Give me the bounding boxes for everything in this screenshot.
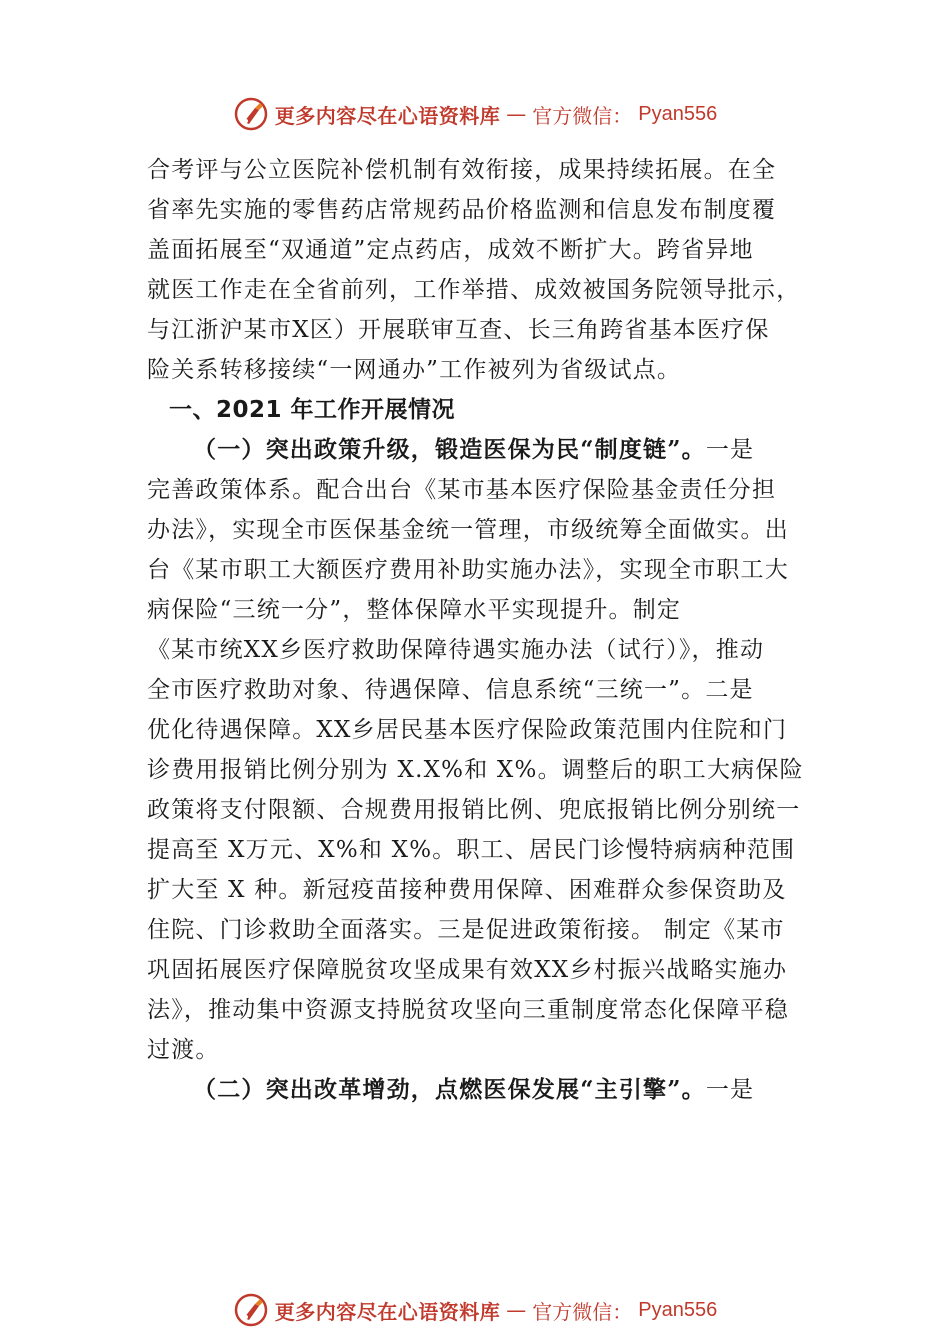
subsection-heading-1 xyxy=(147,430,827,470)
section-heading: 一、2021 年工作开展情况 xyxy=(169,397,456,423)
text-line: 盖面拓展至“双通道”定点药店，成效不断扩大。跨省异地 xyxy=(147,237,754,263)
text-line: 优化待遇保障。XX乡居民基本医疗保险政策范围内住院和门 xyxy=(147,717,788,743)
text-line: 与江浙沪某市X区）开展联审互查、长三角跨省基本医疗保 xyxy=(147,317,770,343)
subsection-lead: 一是 xyxy=(705,437,755,463)
text-line: 提高至 X万元、X%和 X%。职工、居民门诊慢特病病种范围 xyxy=(147,837,796,863)
document-body xyxy=(147,150,827,1110)
text-line: 政策将支付限额、合规费用报销比例、兜底报销比例分别统一 xyxy=(147,797,801,823)
paragraph-policy xyxy=(147,470,827,1070)
text-line: 诊费用报销比例分别为 X.X%和 X%。调整后的职工大病保险 xyxy=(147,757,804,783)
banner-wechat-label: 官方微信： xyxy=(532,103,633,128)
text-line: 巩固拓展医疗保障脱贫攻坚成果有效XX乡村振兴战略实施办 xyxy=(147,957,788,983)
text-line: 险关系转移接续“一网通办”工作被列为省级试点。 xyxy=(147,357,682,383)
pen-nib-logo-icon xyxy=(233,96,269,132)
pen-nib-logo-icon xyxy=(233,1292,269,1328)
banner-wechat-id: Pyan556 xyxy=(638,102,718,125)
subsection-title: （二）突出改革增劲，点燃医保发展“主引擎”。 xyxy=(193,1076,706,1103)
text-line: 病保险“三统一分”，整体保障水平实现提升。制定 xyxy=(147,597,682,623)
banner-separator: — xyxy=(506,102,527,126)
banner-slogan: 更多内容尽在心语资料库 xyxy=(274,1299,501,1324)
banner-separator: — xyxy=(506,1298,527,1322)
subsection-lead: 一是 xyxy=(705,1077,755,1103)
text-line: 全市医疗救助对象、待遇保障、信息系统“三统一”。二是 xyxy=(147,677,754,703)
text-line: 就医工作走在全省前列，工作举措、成效被国务院领导批示， xyxy=(147,277,801,303)
banner-slogan: 更多内容尽在心语资料库 xyxy=(274,103,501,128)
header-banner xyxy=(0,92,950,136)
footer-banner xyxy=(0,1288,950,1332)
text-line: 扩大至 X 种。新冠疫苗接种费用保障、困难群众参保资助及 xyxy=(147,877,787,903)
text-line: 省率先实施的零售药店常规药品价格监测和信息发布制度覆 xyxy=(147,197,777,223)
paragraph-intro xyxy=(147,150,827,390)
text-line: 合考评与公立医院补偿机制有效衔接，成果持续拓展。在全 xyxy=(147,157,777,183)
text-line: 完善政策体系。配合出台《某市基本医疗保险基金责任分担 xyxy=(147,477,777,503)
banner-wechat-id: Pyan556 xyxy=(638,1298,718,1321)
subsection-heading-2 xyxy=(147,1070,827,1110)
text-line: 办法》，实现全市医保基金统一管理，市级统筹全面做实。出 xyxy=(147,517,789,543)
text-line: 住院、门诊救助全面落实。三是促进政策衔接。 制定《某市 xyxy=(147,917,785,943)
text-line: 《某市统XX乡医疗救助保障待遇实施办法（试行）》，推动 xyxy=(147,637,765,663)
text-line: 过渡。 xyxy=(147,1037,220,1063)
text-line: 法》，推动集中资源支持脱贫攻坚向三重制度常态化保障平稳 xyxy=(147,997,789,1023)
text-line: 台《某市职工大额医疗费用补助实施办法》，实现全市职工大 xyxy=(147,557,789,583)
subsection-title: （一）突出政策升级，锻造医保为民“制度链”。 xyxy=(193,436,706,463)
banner-wechat-label: 官方微信： xyxy=(532,1299,633,1324)
